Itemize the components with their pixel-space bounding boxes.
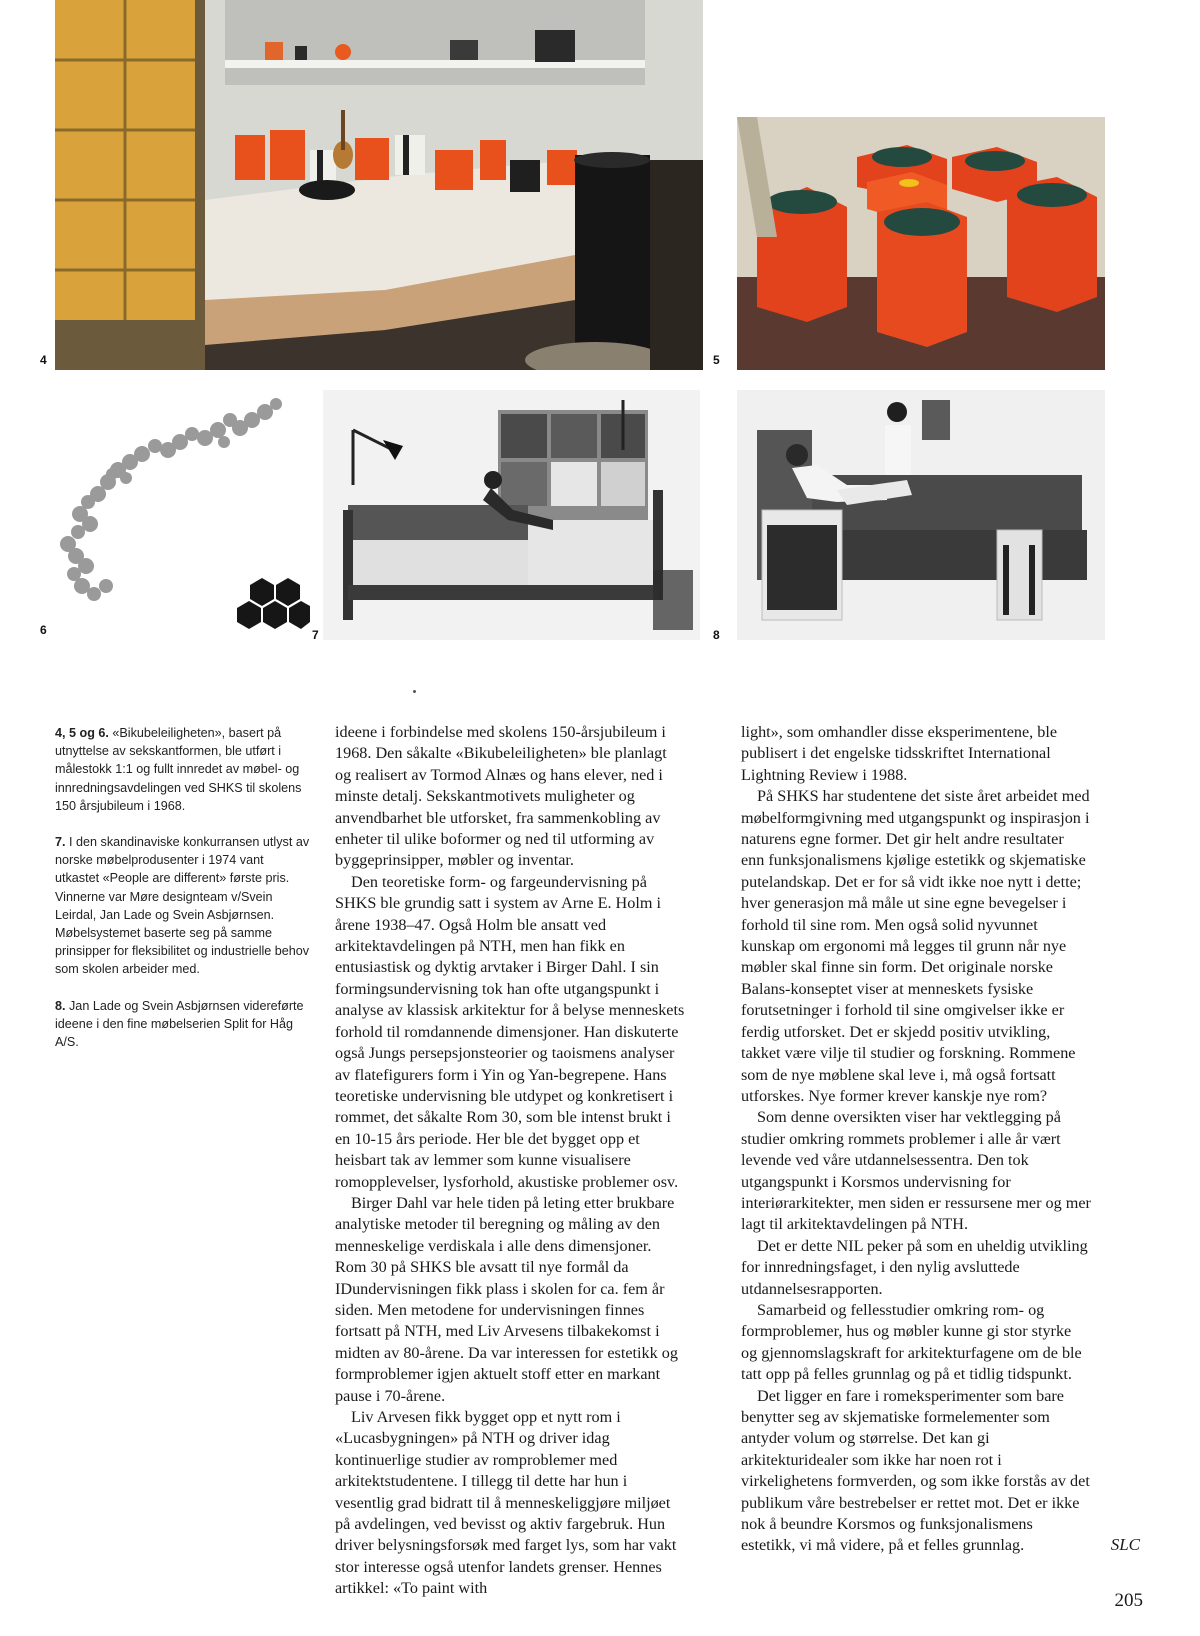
caption-label: 4, 5 og 6. [55,726,109,740]
caption-text: Jan Lade og Svein Asbjørnsen videreførte ideene i den fine møbelserien Split for Håg A/S. [55,998,304,1050]
body-column-1 [335,722,685,1600]
paragraph: Som denne oversikten viser har vektlegging på studier omkring rommets problemer i alle år vært levende ved våre utdannelsessentra. Den tok utgangspunkt i Korsmos undervisning for interiørarkitekter, men siden er ressursene mer og mer lagt til arkitektavdelingen på NTH. [741,1108,1091,1234]
paragraph: Birger Dahl var hele tiden på leting etter brukbare analytiske metoder til beregning og måling av den menneskelige verdiskala i alle dens dimensjoner. Rom 30 på SHKS ble avsatt til nye formål da IDundervisningen fikk plass i skolen for ca. fem år siden. Men metodene for undervisningen finnes fortsatt på NTH, med Liv Arvesens tilbakekomst i midten av 80-årene. Da var interessen for estetikk og formproblemer igjen aktuelt stoff etter en markant pause i 70-årene. [335,1193,678,1405]
caption-8 [55,997,310,1052]
paragraph: På SHKS har studentene det siste året arbeidet med møbelformgivning med utgangspunkt og inspirasjon i naturens egne former. Det gir helt andre resultater enn funksjonalismens kjølige estetikk og skjematiske putelandskap. Det er for så vidt ikke noe nytt i dette; hver generasjon må måle ut sine egne bevegelser i forhold til sine rom. Men også solid nyvunnet kunskap om ergonomi må legges til grunn når nye møbler skal finne sin form. Det originale norske Balans-konseptet viser at menneskets fysiske forutsetninger i forhold til sine omgivelser ikke er ferdig utforsket. Det er skjedd positiv utvikling, takket være vilje til studier og forskning. Rommene som de nye møblene skal leve i, må også fortsatt utforskes. Nye former krever kanskje nye rom? [741,787,1090,1105]
caption-label: 8. [55,998,66,1013]
paragraph: light», som omhandler disse eksperimentene, ble publisert i det engelske tidsskriftet International Lightning Review i 1988. [741,723,1058,784]
photo-5-image [737,117,1105,370]
caption-4-5-6 [55,724,310,815]
paragraph: Det er dette NIL peker på som en uheldig utvikling for innredningsfaget, i den nylig avsluttede utdannelsesrapporten. [741,1236,1088,1298]
captions-column [55,724,310,1069]
caption-7 [55,833,310,979]
paragraph: Samarbeid og fellesstudier omkring rom- og formproblemer, hus og møbler kunne gi stor styrke og gjennomslagskraft for arkitekturfagene om de ble tatt opp på felles grunnlag og på et tidlig tidspunkt. [741,1300,1082,1384]
figure-number-5: 5 [713,353,720,367]
caption-text: «Bikubeleiligheten», basert på utnyttelse av sekskantformen, ble utført i målestokk 1:1 og fullt innredet av møbel- og innredningsavdelingen ved SHKS til skolens 150 årsjubileum i 1968. [55,726,302,813]
caption-label: 7. [55,835,66,850]
paragraph: Det ligger en fare i romeksperimenter som bare benytter seg av skjematiske formelementer som antyder volum og størrelse. Det kan gi arkitekturidealer som ikke har noen rot i virkelighetens formverden, og som ikke forstås av det publikum våre bestrebelser er rettet mot. Det er ikke nok å beundre Korsmos og funksjonalismens estetikk, vi må videre, på et felles grunnlag. [741,1386,1090,1555]
photo-4-bikube-interior [55,0,703,370]
paragraph: ideene i forbindelse med skolens 150-årsjubileum i 1968. Den såkalte «Bikubeleiligheten» ble planlagt og realisert av Tormod Alnæs og hans elever, ned i minste detalj. Sekskantmotivets muligheter og anvendbarhet ble utforsket, fra sammenkobling av enheter til ulike boformer og ned til utforming av byggeprinsipper, møbler og inventar. [335,723,667,870]
author-signature: SLC [1110,1535,1140,1554]
paragraph: Den teoretiske form- og fargeundervisning på SHKS ble grundig satt i system av Arne E. Holm i årene 1938–47. Også Holm ble ansatt ved arkitektavdelingen på NTH, men han fikk en entusiastisk og dyktig arvtaker i Birger Dahl. I sin formingsundervisning tok han ofte utgangspunkt i analyse av klassisk arkitektur for å belyse menneskets forhold til romdannende dimensjoner. Han diskuterte også Jungs persepsjonsteorier og taoismens analyser av flatefigurers form i Yin og Yan-begrepene. Hans teoretiske undervisning ble utdypet og konkretisert i rommet, det såkalte Rom 30, som ble intenst brukt i en 10-15 års periode. Her ble det bygget opp et heisbart tak av lemmer som kunne visualisere romopplevelser, lysforhold, akustiske problemer osv. [335,872,685,1191]
photo-7-image [323,390,700,640]
photo-5-hexagon-chairs [737,117,1105,370]
photo-4-image [55,0,703,370]
photo-7-people-are-different-sofa [323,390,700,640]
photo-6-image [40,390,310,640]
paragraph: Liv Arvesen fikk bygget opp et nytt rom i «Lucasbygningen» på NTH og driver idag kontinuerlige studier av romproblemer med arkitektstudentene. I tillegg til dette har hun i vesentlig grad bidratt til å menneskeliggjøre miljøet på avdelingen, ved bevisst og aktiv fargebruk. Hun driver belysningsforsøk med farget lys, som har vakt stor interesse også utenfor landets grenser. Hennes artikkel: «To paint with [335,1408,677,1598]
figure-number-8: 8 [713,628,720,642]
caption-text: I den skandinaviske konkurransen utlyst av norske møbelprodusenter i 1974 vant utkastet «People are different» første pris. Vinnerne var Møre designteam v/Svein Leirdal, Jan Lade og Svein Asbjørnsen. Møbelsystemet baserte seg på samme prinsipper for fleksibilitet og industrielle behov som skolen arbeider med. [55,835,310,977]
page-number: 205 [1114,1590,1143,1611]
print-speck [413,690,416,693]
photo-8-image [737,390,1105,640]
body-column-2 [741,722,1091,1557]
photo-8-split-sofa [737,390,1105,640]
photo-6-hexagon-pattern [40,390,310,640]
figure-number-6: 6 [40,623,47,637]
figure-number-7: 7 [312,628,319,642]
figure-number-4: 4 [40,353,47,367]
